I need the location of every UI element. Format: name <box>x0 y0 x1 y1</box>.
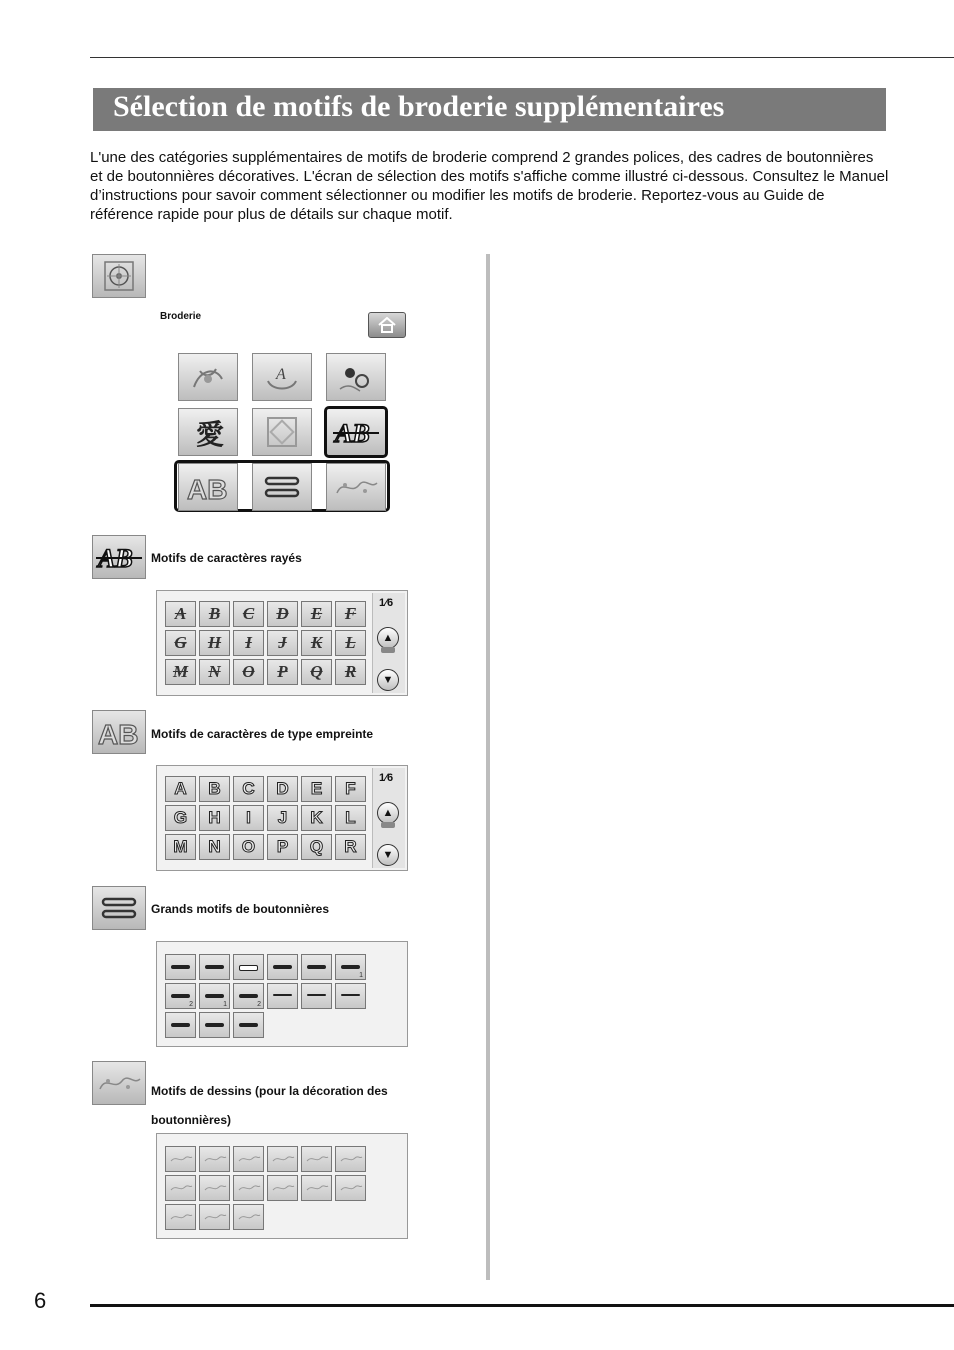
decorative-pattern[interactable] <box>233 1175 264 1201</box>
page-number: 6 <box>34 1288 47 1313</box>
decorative-motif-icon <box>202 1207 228 1227</box>
imprint-letter-j[interactable]: J <box>267 805 298 831</box>
decorative-pattern[interactable] <box>335 1146 366 1172</box>
down-arrow-icon: ▼ <box>382 674 394 686</box>
imprint-up-button[interactable] <box>377 802 399 824</box>
imprint-letter-m[interactable]: M <box>165 834 196 860</box>
decorative-pattern[interactable] <box>267 1146 298 1172</box>
flowers-icon <box>334 359 378 395</box>
decorative-pattern[interactable] <box>301 1146 332 1172</box>
striped-letter-b[interactable]: B <box>199 601 230 627</box>
embroidery-pattern-icon <box>99 258 139 294</box>
imprint-letter-p[interactable]: P <box>267 834 298 860</box>
buttonhole-shape-icon <box>307 994 326 996</box>
decorative-pattern[interactable] <box>301 1175 332 1201</box>
buttonhole-pattern[interactable] <box>267 983 298 1009</box>
decorative-motif-icon <box>304 1149 330 1169</box>
svg-text:AB: AB <box>98 544 133 573</box>
imprint-letter-g[interactable]: G <box>165 805 196 831</box>
decorative-motif-icon <box>236 1149 262 1169</box>
embroidery-icon[interactable] <box>92 254 146 298</box>
buttonhole-pattern[interactable] <box>165 983 196 1009</box>
buttonhole-shape-icon <box>273 965 292 969</box>
category-decorative[interactable] <box>326 463 386 511</box>
striped-section-label: Motifs de caractères rayés <box>151 551 302 565</box>
striped-letter-f[interactable]: F <box>335 601 366 627</box>
striped-panel <box>156 590 408 696</box>
buttonholes-section-label: Grands motifs de boutonnières <box>151 902 330 916</box>
buttonhole-pattern[interactable] <box>301 954 332 980</box>
striped-letter-l[interactable]: L <box>335 630 366 656</box>
top-rule <box>90 57 954 58</box>
decorative-pattern[interactable] <box>199 1204 230 1230</box>
decorative-motif-icon <box>168 1149 194 1169</box>
frame-pattern-icon <box>260 412 304 452</box>
buttonhole-pattern[interactable] <box>199 1012 230 1038</box>
buttonhole-shape-icon <box>239 1023 258 1027</box>
decorative-pattern[interactable] <box>199 1175 230 1201</box>
imprint-letter-h[interactable]: H <box>199 805 230 831</box>
buttonhole-pattern[interactable] <box>165 954 196 980</box>
title-bar <box>93 88 886 131</box>
buttonhole-shape-icon <box>239 994 258 998</box>
column-separator <box>486 254 490 1280</box>
category-frames[interactable] <box>252 408 312 456</box>
decorative-pattern[interactable] <box>165 1146 196 1172</box>
svg-text:AB: AB <box>187 474 228 505</box>
decorative-motif-icon <box>338 1149 364 1169</box>
decorative-motif-icon <box>338 1178 364 1198</box>
down-arrow-icon: ▼ <box>382 849 394 861</box>
imprint-page-indicator: 1⁄6 <box>379 772 394 784</box>
decorative-icon <box>92 1061 146 1105</box>
buttonhole-shape-icon <box>341 965 360 969</box>
category-floral[interactable] <box>178 353 238 401</box>
svg-text:AB: AB <box>335 419 370 448</box>
decorative-motif-icon <box>236 1178 262 1198</box>
buttonhole-shape-icon <box>171 994 190 998</box>
home-button[interactable] <box>368 312 406 338</box>
up-arrow-icon: ▲ <box>382 632 394 644</box>
decorative-motif-icon <box>304 1178 330 1198</box>
buttonhole-pattern[interactable] <box>233 954 264 980</box>
striped-letter-d[interactable]: D <box>267 601 298 627</box>
striped-down-button[interactable] <box>377 669 399 691</box>
buttonhole-pattern[interactable] <box>233 1012 264 1038</box>
decorative-pattern[interactable] <box>165 1175 196 1201</box>
svg-text:愛: 愛 <box>196 418 225 451</box>
striped-scrollbar <box>372 593 405 693</box>
buttonholes-panel <box>156 941 408 1047</box>
decorative-section-label: Motifs de dessins (pour la décoration des boutonnières) <box>151 1084 388 1127</box>
bottom-rule <box>90 1304 954 1307</box>
buttonhole-shape-icon <box>171 965 190 969</box>
category-buttonholes[interactable] <box>252 463 312 511</box>
home-icon <box>377 317 397 333</box>
decorative-swirl-icon <box>331 469 381 505</box>
striped-letter-m[interactable]: M <box>165 659 196 685</box>
imprint-letter-a[interactable]: A <box>165 776 196 802</box>
buttonhole-pattern[interactable] <box>335 983 366 1009</box>
imprint-section-label: Motifs de caractères de type empreinte <box>151 727 374 741</box>
buttonhole-shape-icon <box>171 1023 190 1027</box>
imprint-letter-e[interactable]: E <box>301 776 332 802</box>
decorative-pattern[interactable] <box>335 1175 366 1201</box>
decorative-motif-icon <box>202 1149 228 1169</box>
imprint-letter-o[interactable]: O <box>233 834 264 860</box>
striped-letter-p[interactable]: P <box>267 659 298 685</box>
striped-letter-i[interactable]: I <box>233 630 264 656</box>
decorative-panel <box>156 1133 408 1239</box>
striped-letter-a[interactable]: A <box>165 601 196 627</box>
striped-ab-icon <box>331 414 381 450</box>
striped-letter-e[interactable]: E <box>301 601 332 627</box>
decorative-pattern[interactable] <box>267 1175 298 1201</box>
buttonhole-pattern[interactable] <box>165 1012 196 1038</box>
up-arrow-icon: ▲ <box>382 807 394 819</box>
striped-letter-k[interactable]: K <box>301 630 332 656</box>
decorative-pattern[interactable] <box>165 1204 196 1230</box>
imprint-letter-f[interactable]: F <box>335 776 366 802</box>
imprint-letter-b[interactable]: B <box>199 776 230 802</box>
kanji-icon <box>186 412 230 452</box>
buttonhole-shape-icon <box>273 994 292 996</box>
striped-letter-r[interactable]: R <box>335 659 366 685</box>
imprint-letter-i[interactable]: I <box>233 805 264 831</box>
imprint-letter-c[interactable]: C <box>233 776 264 802</box>
imprint-panel <box>156 765 408 871</box>
buttonhole-pattern[interactable] <box>335 954 366 980</box>
buttonhole-shape-icon <box>205 994 224 998</box>
buttonholes-icon <box>92 886 146 930</box>
buttonhole-icon <box>260 469 304 505</box>
buttonhole-mark: 1 <box>359 972 363 979</box>
buttonhole-shape-icon <box>205 965 224 969</box>
decorative-pattern[interactable] <box>199 1146 230 1172</box>
imprint-scrollbar <box>372 768 405 868</box>
category-kanji[interactable] <box>178 408 238 456</box>
striped-letter-q[interactable]: Q <box>301 659 332 685</box>
decorative-motif-icon <box>168 1178 194 1198</box>
striped-page-indicator: 1⁄6 <box>379 597 394 609</box>
svg-text:A: A <box>276 366 286 383</box>
buttonhole-mark: 2 <box>257 1001 261 1008</box>
category-striped-letters[interactable] <box>324 406 388 458</box>
decorative-motif-icon <box>270 1178 296 1198</box>
page-title: Sélection de motifs de broderie supplémentaires <box>113 90 725 123</box>
buttonhole-shape-icon <box>205 1023 224 1027</box>
striped-letters-icon <box>92 535 146 579</box>
category-monogram[interactable] <box>252 353 312 401</box>
category-imprint-letters[interactable] <box>178 463 238 511</box>
decorative-motif-icon <box>168 1207 194 1227</box>
screen-header-label: Broderie <box>160 311 202 322</box>
buttonhole-pattern[interactable] <box>233 983 264 1009</box>
category-flowers[interactable] <box>326 353 386 401</box>
striped-up-button[interactable] <box>377 627 399 649</box>
striped-letter-o[interactable]: O <box>233 659 264 685</box>
imprint-letters-icon <box>92 710 146 754</box>
decorative-pattern[interactable] <box>233 1146 264 1172</box>
imprint-letter-l[interactable]: L <box>335 805 366 831</box>
striped-letter-g[interactable]: G <box>165 630 196 656</box>
imprint-letter-q[interactable]: Q <box>301 834 332 860</box>
buttonhole-mark: 2 <box>189 1001 193 1008</box>
buttonhole-shape-icon <box>239 965 258 971</box>
intro-text: L'une des catégories supplémentaires de motifs de broderie comprend 2 grandes polices, des cadres de boutonnières et de boutonnières décoratives. L'écran de sélection des motifs s'affiche comme illustré ci-dessous. Consultez le Manuel d’instructions pour savoir comment sélectionner ou modifier les motifs de broderie. Reportez-vous au Guide de référence rapide pour plus de détails sur chaque motif. <box>90 149 889 223</box>
striped-slider[interactable] <box>381 647 395 653</box>
buttonhole-pattern[interactable] <box>199 954 230 980</box>
decorative-motif-icon <box>270 1149 296 1169</box>
buttonhole-shape-icon <box>307 965 326 969</box>
striped-letter-h[interactable]: H <box>199 630 230 656</box>
svg-text:AB: AB <box>98 719 139 750</box>
imprint-letter-r[interactable]: R <box>335 834 366 860</box>
buttonhole-tile-icon <box>97 890 141 926</box>
striped-letter-c[interactable]: C <box>233 601 264 627</box>
decorative-motif-icon <box>236 1207 262 1227</box>
striped-ab-tile-icon <box>94 539 144 575</box>
imprint-down-button[interactable] <box>377 844 399 866</box>
buttonhole-pattern[interactable] <box>199 983 230 1009</box>
floral-icon <box>186 359 230 395</box>
intro-paragraph <box>90 148 890 224</box>
decorative-motif-icon <box>202 1178 228 1198</box>
imprint-letter-k[interactable]: K <box>301 805 332 831</box>
buttonhole-pattern[interactable] <box>301 983 332 1009</box>
monogram-wreath-icon <box>260 359 304 395</box>
striped-letter-n[interactable]: N <box>199 659 230 685</box>
buttonhole-mark: 1 <box>223 1001 227 1008</box>
imprint-letter-d[interactable]: D <box>267 776 298 802</box>
imprint-slider[interactable] <box>381 822 395 828</box>
imprint-ab-icon <box>183 469 233 505</box>
imprint-ab-tile-icon <box>94 714 144 750</box>
buttonhole-shape-icon <box>341 994 360 996</box>
striped-letter-j[interactable]: J <box>267 630 298 656</box>
decorative-pattern[interactable] <box>233 1204 264 1230</box>
decorative-swirl-tile-icon <box>94 1065 144 1101</box>
buttonhole-pattern[interactable] <box>267 954 298 980</box>
imprint-letter-n[interactable]: N <box>199 834 230 860</box>
